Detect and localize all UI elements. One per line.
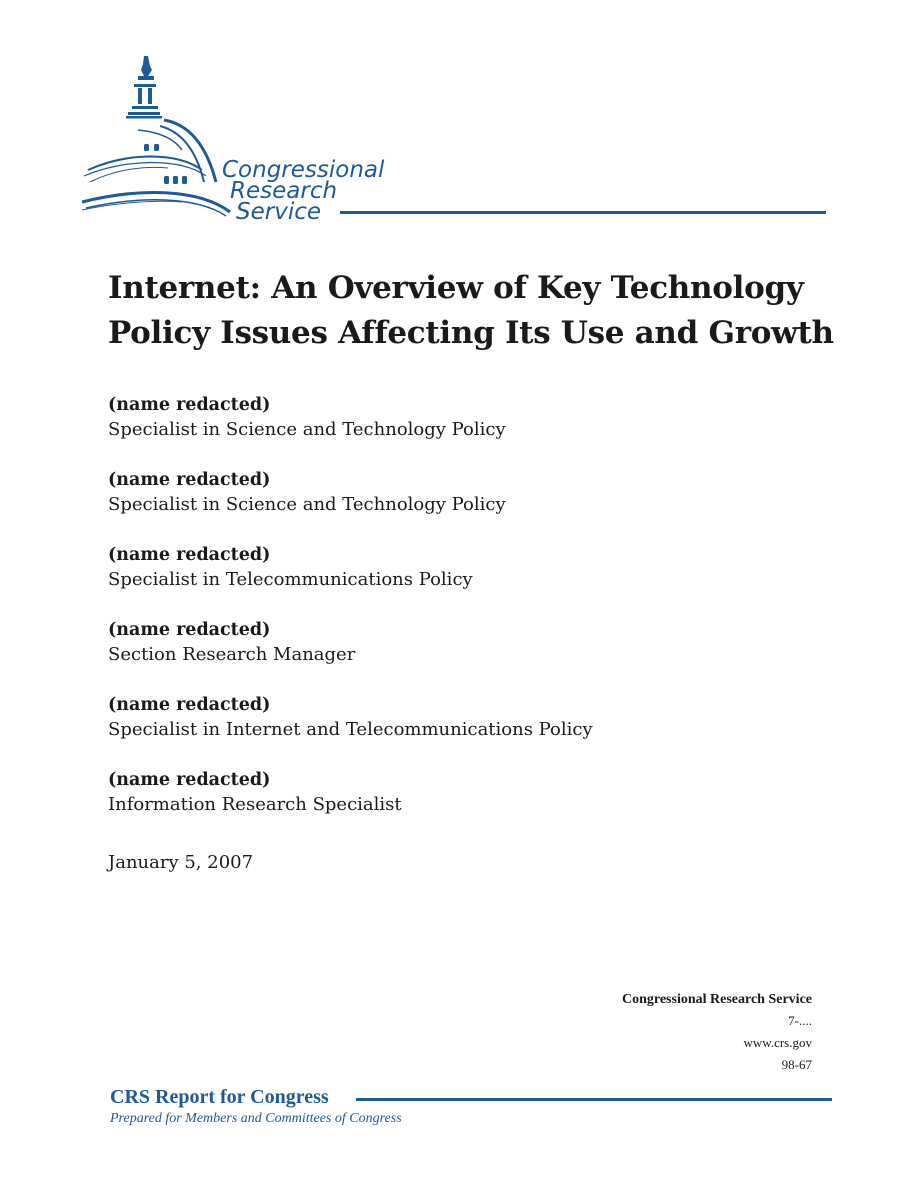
crs-code: 7-.... <box>788 1013 812 1028</box>
author-name: (name redacted) <box>108 395 271 415</box>
crs-name: Congressional Research Service <box>621 992 812 1007</box>
author-title: Information Research Specialist <box>108 794 402 815</box>
logo-text-service: Service <box>236 199 322 225</box>
footer-title: CRS Report for Congress <box>110 1086 329 1108</box>
author-name: (name redacted) <box>108 770 271 790</box>
report-title-line-1: Internet: An Overview of Key Technology <box>108 270 804 306</box>
author-title: Specialist in Telecommunications Policy <box>108 569 473 590</box>
report-date: January 5, 2007 <box>108 852 254 873</box>
author-title: Section Research Manager <box>108 644 356 665</box>
logo-text-research: Research <box>230 178 338 204</box>
author-title: Specialist in Science and Technology Policy <box>108 494 506 515</box>
report-title-line-2: Policy Issues Affecting Its Use and Growth <box>108 315 834 351</box>
logo-rule <box>340 211 826 214</box>
author-entry <box>108 543 808 618</box>
footer-rule <box>356 1098 832 1101</box>
author-title: Specialist in Science and Technology Policy <box>108 419 506 440</box>
report-title <box>108 266 868 356</box>
author-name: (name redacted) <box>108 620 271 640</box>
author-title: Specialist in Internet and Telecommunications Policy <box>108 719 593 740</box>
author-list <box>108 393 808 843</box>
logo-text-congressional: Congressional <box>222 157 385 183</box>
author-entry <box>108 468 808 543</box>
crs-website-link[interactable]: www.crs.gov <box>743 1035 812 1050</box>
crs-info-block <box>622 990 812 1076</box>
author-entry <box>108 393 808 468</box>
author-name: (name redacted) <box>108 545 271 565</box>
author-name: (name redacted) <box>108 470 271 490</box>
crs-report-number: 98-67 <box>781 1057 812 1072</box>
author-name: (name redacted) <box>108 695 271 715</box>
author-entry <box>108 768 808 843</box>
footer-subtitle: Prepared for Members and Committees of Congress <box>110 1111 402 1126</box>
author-entry <box>108 693 808 768</box>
author-entry <box>108 618 808 693</box>
